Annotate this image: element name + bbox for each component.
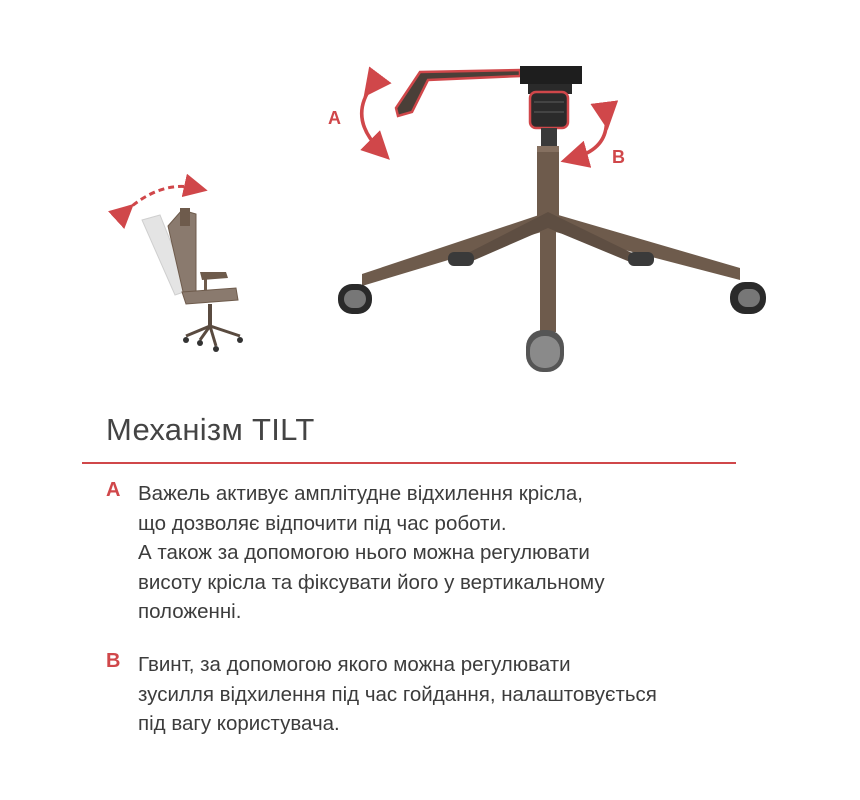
item-letter-a: A — [106, 479, 121, 501]
caster-icon — [338, 284, 372, 314]
chair-base-closeup — [328, 66, 766, 372]
label-a: A — [328, 108, 341, 128]
description-line: висоту крісла та фіксувати його у вертикальному — [138, 570, 605, 594]
description-line: зусилля відхилення під час гойдання, налаштовується — [138, 682, 657, 706]
section-title: Механізм TILT — [106, 412, 315, 447]
caster-icon — [628, 252, 654, 266]
arrow-b-icon — [574, 116, 606, 158]
item-description-a — [138, 479, 778, 627]
label-b: B — [612, 147, 625, 167]
description-line: положенні. — [138, 600, 242, 623]
caster-icon — [448, 252, 474, 266]
description-line: Важель активує амплітудне відхилення крісла, — [138, 482, 583, 505]
item-description-b — [138, 650, 778, 739]
divider — [82, 462, 736, 464]
description-line: під вагу користувача. — [138, 712, 340, 735]
description-line: А також за допомогою нього можна регулювати — [138, 541, 590, 564]
arrow-a-icon — [362, 86, 380, 150]
item-letter-b: B — [106, 650, 121, 672]
caster-icon — [730, 282, 766, 314]
tilt-lever — [396, 70, 520, 116]
chair-thumbnail — [125, 186, 243, 352]
description-line: Гвинт, за допомогою якого можна регулювати — [138, 653, 571, 676]
tension-screw — [530, 92, 568, 128]
description-line: що дозволяє відпочити під час роботи. — [138, 511, 507, 535]
caster-icon — [526, 330, 564, 372]
